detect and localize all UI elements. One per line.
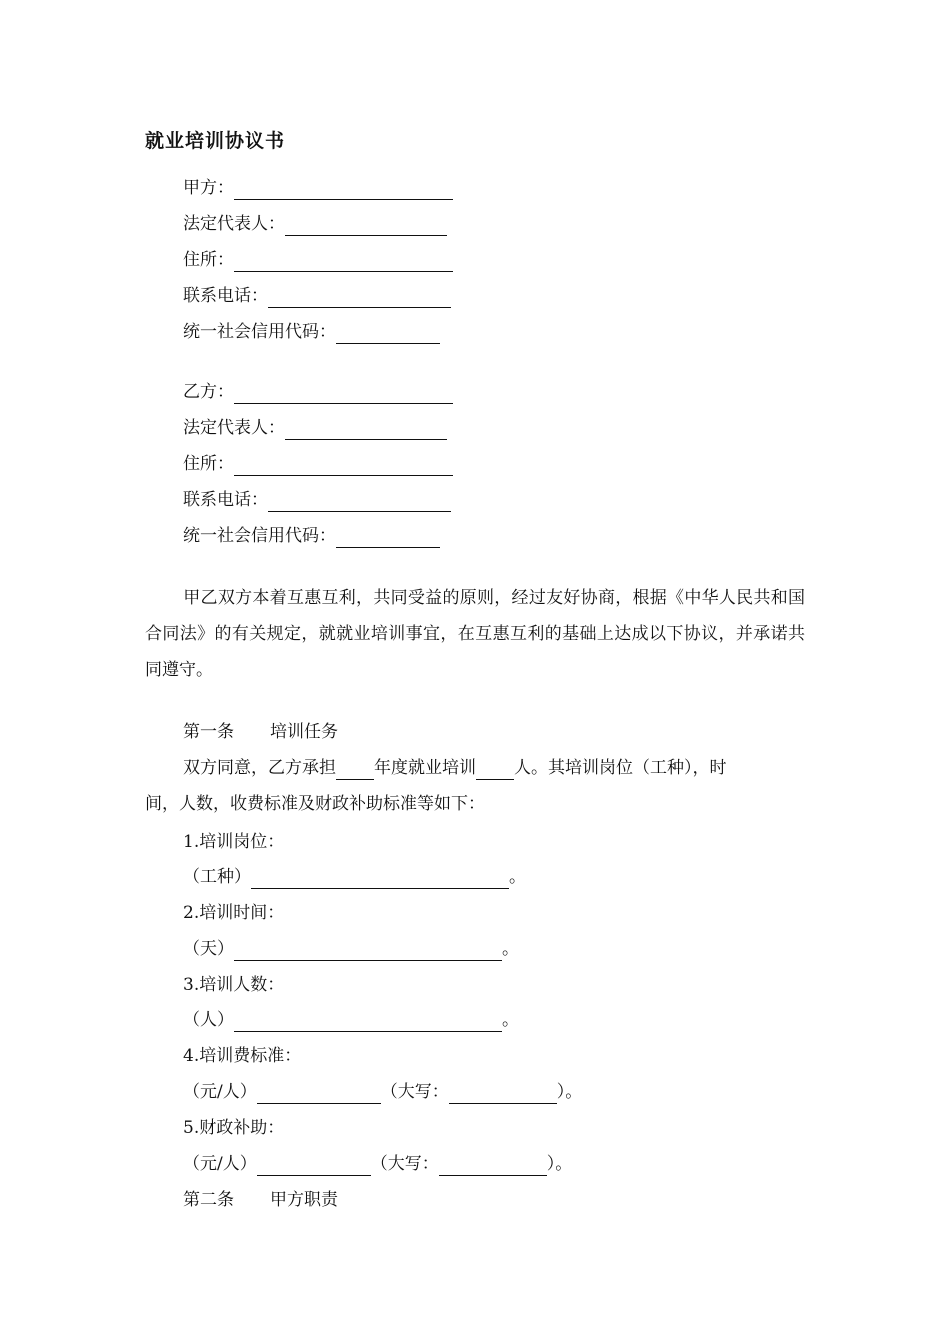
article-1-name: 培训任务	[270, 722, 338, 742]
item-4-label: 4.培训费标准：	[183, 1046, 302, 1066]
article-1-intro-line2: 间，人数，收费标准及财政补助标准等如下：	[145, 794, 485, 814]
party-a-address-label: 住所：	[183, 250, 234, 270]
item-4-caps-blank	[449, 1082, 557, 1104]
party-b-phone-label: 联系电话：	[183, 490, 268, 510]
party-b-rep-label: 法定代表人：	[183, 418, 285, 438]
party-a-address-field	[183, 248, 453, 272]
party-b-rep-blank	[285, 418, 447, 440]
party-a-rep-field	[183, 212, 447, 236]
item-4-row	[183, 1080, 582, 1104]
article-1-intro-part2: 年度就业培训	[374, 758, 476, 778]
party-a-phone-blank	[268, 286, 451, 308]
item-5-caps-close: ）。	[546, 1154, 573, 1174]
item-3-end: 。	[502, 1010, 519, 1030]
party-a-credit-label: 统一社会信用代码：	[183, 322, 336, 342]
party-a-credit-field	[183, 320, 440, 344]
party-a-label: 甲方：	[183, 178, 234, 198]
party-b-phone-field	[183, 488, 451, 512]
party-a-field	[183, 176, 453, 200]
item-1-unit: （工种）	[183, 867, 251, 887]
party-b-address-label: 住所：	[183, 454, 234, 474]
party-a-rep-label: 法定代表人：	[183, 214, 285, 234]
article-2-number: 第二条	[183, 1190, 234, 1210]
article-2-heading	[183, 1188, 338, 1212]
party-b-credit-label: 统一社会信用代码：	[183, 526, 336, 546]
article-1-number: 第一条	[183, 722, 234, 742]
item-4-caps-open: （大写：	[380, 1082, 449, 1102]
party-a-credit-blank	[336, 322, 440, 344]
item-5-caps-blank	[439, 1154, 547, 1176]
party-b-credit-field	[183, 524, 440, 548]
item-4-unit: （元/人）	[183, 1082, 257, 1102]
item-1-blank	[251, 867, 509, 889]
party-b-credit-blank	[336, 526, 440, 548]
item-4-amount-blank	[257, 1082, 381, 1104]
item-1-label: 1.培训岗位：	[183, 832, 285, 852]
item-2-end: 。	[502, 939, 519, 959]
item-4-caps-close: ）。	[556, 1082, 583, 1102]
count-blank	[476, 759, 514, 780]
year-blank	[336, 759, 374, 780]
party-a-phone-field	[183, 284, 451, 308]
party-b-blank	[234, 382, 453, 404]
party-a-phone-label: 联系电话：	[183, 286, 268, 306]
item-1-end: 。	[509, 867, 526, 887]
article-1-heading	[183, 720, 338, 744]
item-5-row	[183, 1152, 572, 1176]
article-1-intro-part3: 人。其培训岗位（工种），时	[514, 758, 727, 778]
item-2-row	[183, 937, 519, 961]
article-2-name: 甲方职责	[270, 1190, 338, 1210]
party-b-phone-blank	[268, 490, 451, 512]
item-3-blank	[234, 1010, 502, 1032]
item-3-label: 3.培训人数：	[183, 975, 285, 995]
item-3-unit: （人）	[183, 1010, 234, 1030]
item-5-unit: （元/人）	[183, 1154, 257, 1174]
party-b-address-blank	[234, 454, 453, 476]
item-5-caps-open: （大写：	[370, 1154, 439, 1174]
item-5-label: 5.财政补助：	[183, 1118, 285, 1138]
item-2-unit: （天）	[183, 939, 234, 959]
item-1-row	[183, 865, 526, 889]
party-b-field	[183, 380, 453, 404]
party-a-rep-blank	[285, 214, 447, 236]
article-1-intro-part1: 双方同意，乙方承担	[183, 758, 336, 778]
item-3-row	[183, 1008, 519, 1032]
document-title: 就业培训协议书	[145, 130, 286, 152]
article-1-intro	[183, 756, 727, 780]
item-5-amount-blank	[257, 1154, 371, 1176]
party-a-address-blank	[234, 250, 453, 272]
party-b-label: 乙方：	[183, 382, 234, 402]
preamble-text: 甲乙双方本着互惠互利，共同受益的原则，经过友好协商，根据《中华人民共和国合同法》的有关规定，就就业培训事宜，在互惠互利的基础上达成以下协议，并承诺共同遵守。	[145, 588, 805, 680]
preamble-paragraph	[145, 580, 805, 688]
item-2-blank	[234, 939, 502, 961]
item-2-label: 2.培训时间：	[183, 903, 285, 923]
party-a-blank	[234, 178, 453, 200]
party-b-address-field	[183, 452, 453, 476]
party-b-rep-field	[183, 416, 447, 440]
